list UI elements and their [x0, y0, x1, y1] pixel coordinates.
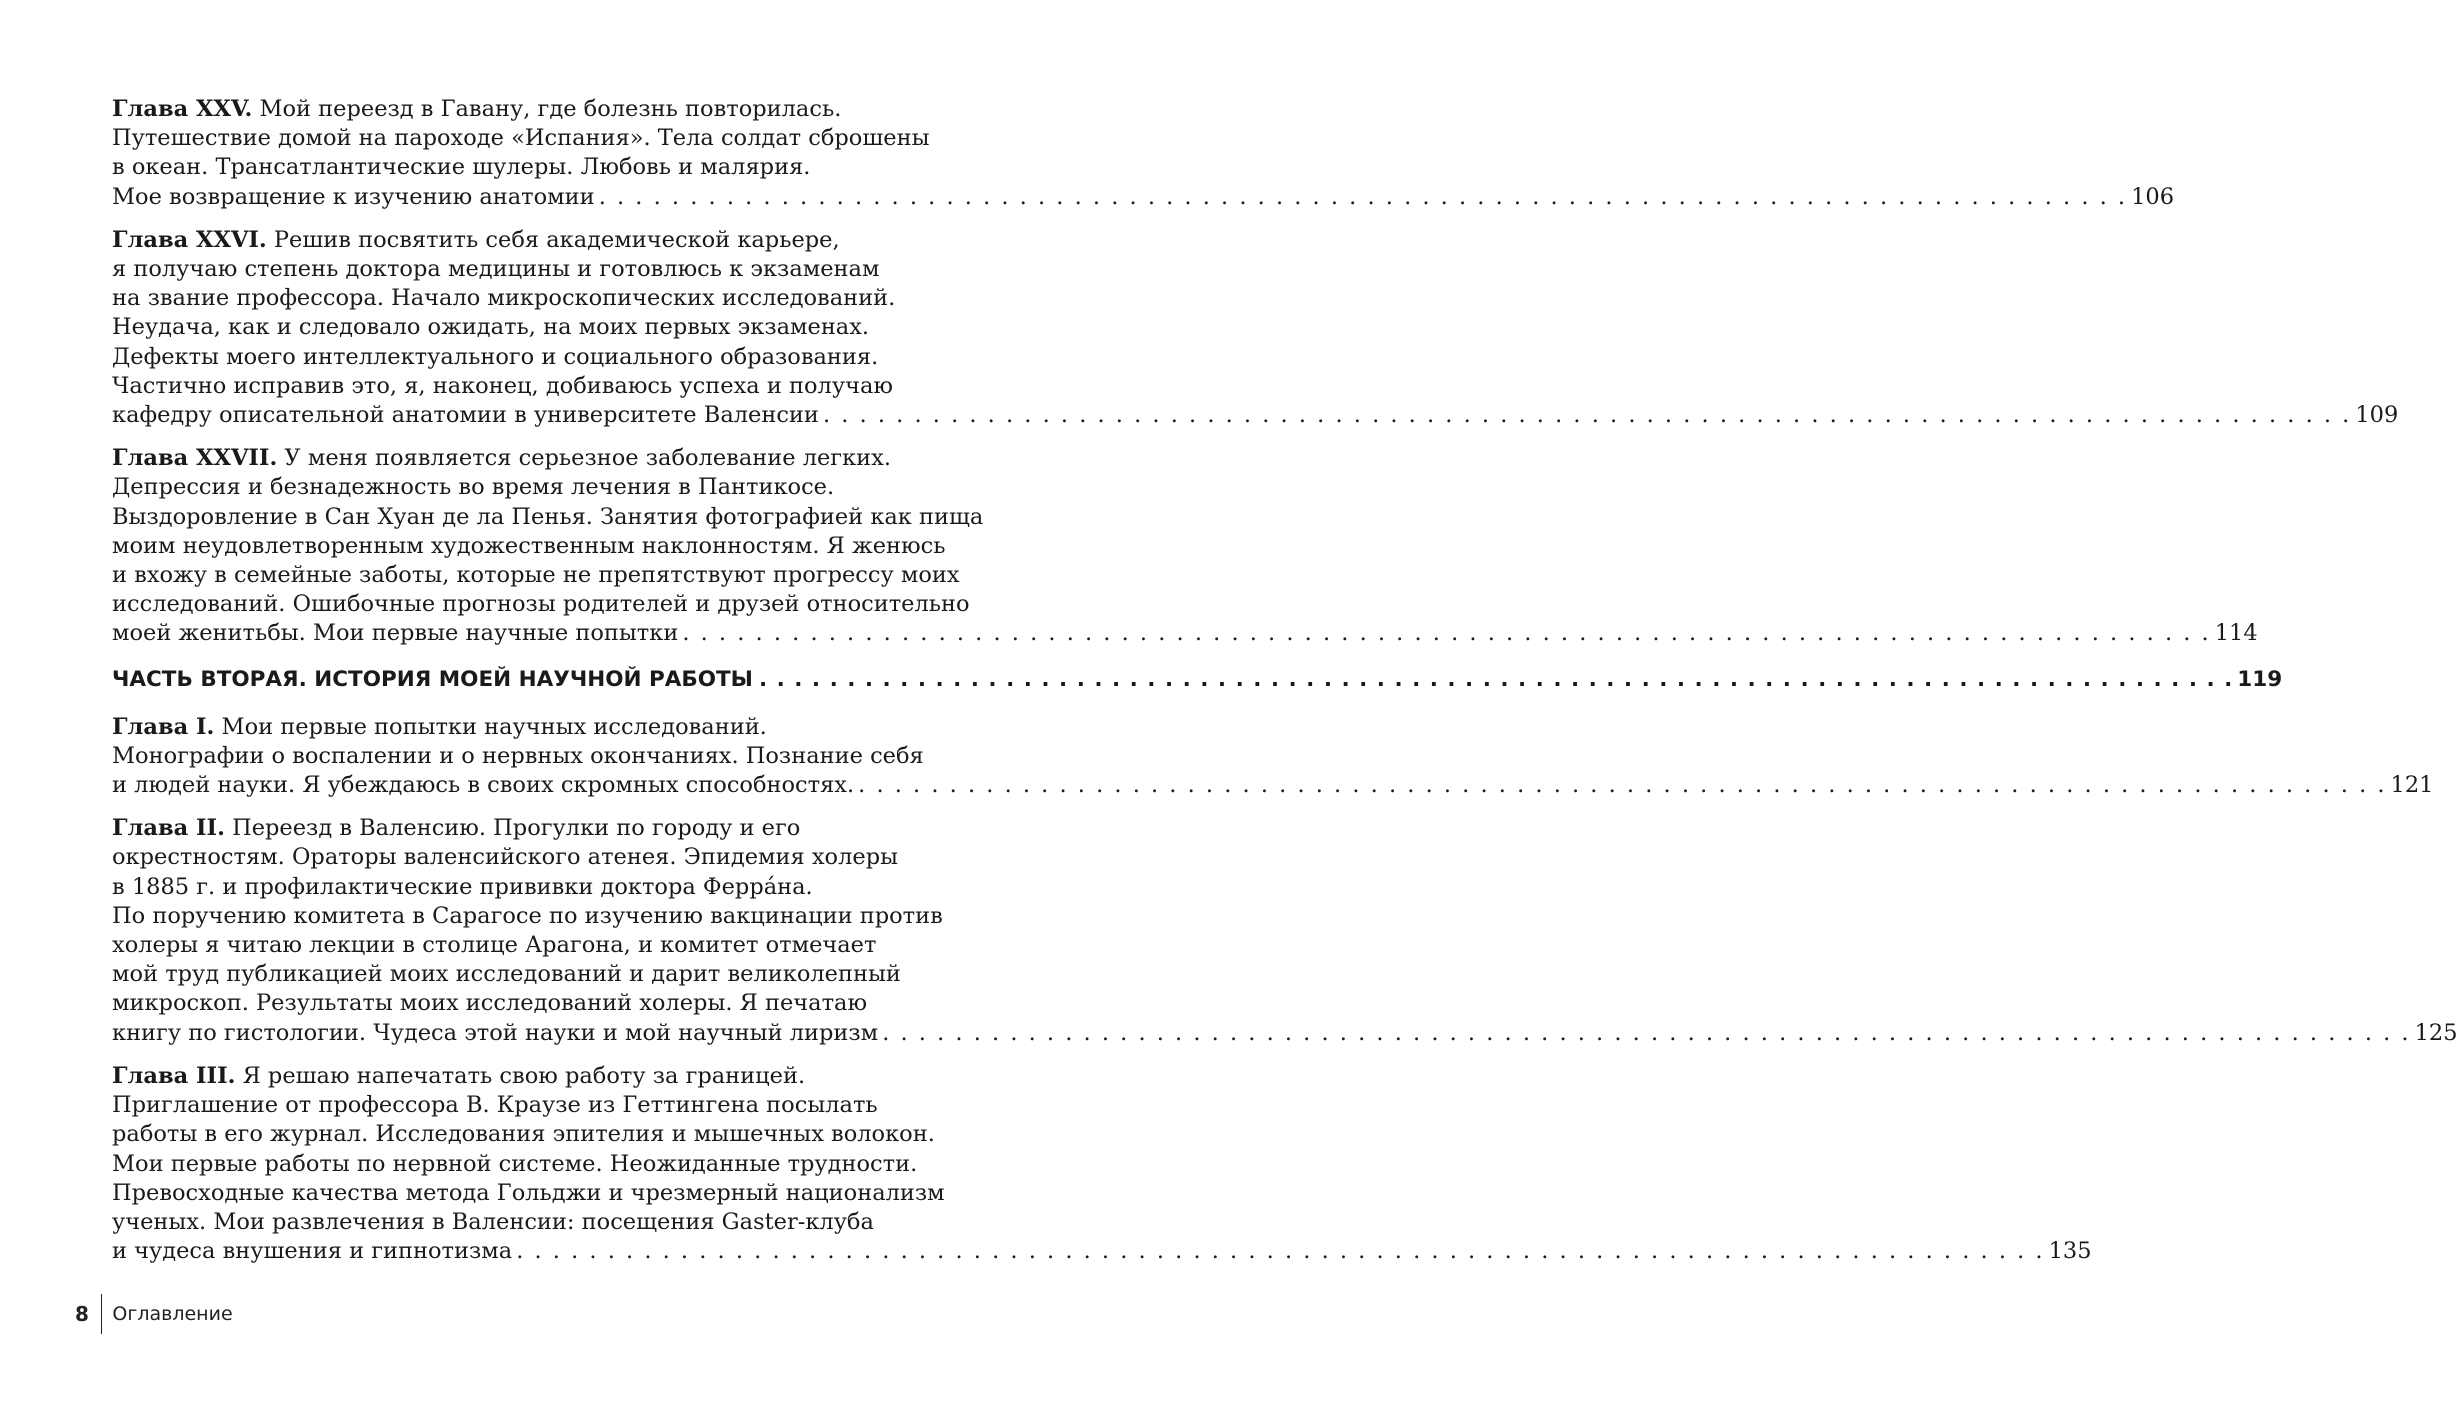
page-number: 109	[2355, 402, 2399, 429]
entry-line: холеры я читаю лекции в столице Арагона, и комитет отмечает	[112, 932, 877, 959]
page-number: 114	[2214, 620, 2258, 647]
entry-line: Неудача, как и следовало ожидать, на моих первых экзаменах.	[112, 314, 870, 341]
toc-entry-chapter-2[interactable]	[112, 814, 2458, 1048]
entry-line: я получаю степень доктора медицины и готовлюсь к экзаменам	[112, 256, 880, 283]
dot-leader	[823, 401, 2351, 430]
entry-text: Я решаю напечатать свою работу за границей.	[235, 1062, 806, 1089]
entry-text: книгу по гистологии. Чудеса этой науки и мой научный лиризм	[112, 1019, 879, 1046]
entry-text: кафедру описательной анатомии в университете Валенсии	[112, 402, 819, 429]
entry-line	[112, 444, 904, 473]
chapter-label: Глава XXVI.	[112, 226, 267, 253]
entry-line	[112, 1062, 904, 1091]
dot-leader	[682, 619, 2210, 648]
chapter-label: Глава XXV.	[112, 96, 253, 122]
entry-text: У меня появляется серьезное заболевание легких.	[277, 445, 891, 472]
page-footer	[75, 1294, 233, 1334]
entry-line: в океан. Трансатлантические шулеры. Любовь и малярия.	[112, 154, 811, 181]
entry-line: ученых. Мои развлечения в Валенсии: посещения Gaster-клуба	[112, 1208, 874, 1235]
entry-line: исследований. Ошибочные прогнозы родителей и друзей относительно	[112, 591, 970, 618]
chapter-label: Глава XXVII.	[112, 445, 278, 472]
entry-line	[112, 713, 904, 742]
entry-line: моим неудовлетворенным художественным наклонностям. Я женюсь	[112, 532, 946, 559]
entry-line: Монографии о воспалении и о нервных окончаниях. Познание себя	[112, 742, 924, 769]
entry-text: и чудеса внушения и гипнотизма	[112, 1238, 513, 1265]
toc-entry-chapter-1[interactable]	[112, 713, 2434, 801]
page-number: 119	[2237, 666, 2283, 692]
entry-line: окрестностям. Ораторы валенсийского атенея. Эпидемия холеры	[112, 844, 899, 871]
entry-text: и людей науки. Я убеждаюсь в своих скромных способностях.	[112, 772, 855, 799]
chapter-label: Глава I.	[112, 713, 215, 740]
entry-text: Переезд в Валенсию. Прогулки по городу и его	[224, 815, 801, 842]
dot-leader	[882, 1019, 2410, 1048]
dot-leader	[858, 771, 2386, 800]
entry-last-line	[112, 1237, 2092, 1266]
dot-leader	[599, 183, 2127, 212]
entry-line: Депрессия и безнадежность во время лечения в Пантикосе.	[112, 474, 835, 501]
entry-last-line	[112, 771, 2434, 800]
entry-line: Путешествие домой на пароходе «Испания». Тела солдат сброшены	[112, 125, 930, 152]
entry-line: Выздоровление в Сан Хуан де ла Пенья. Занятия фотографией как пища	[112, 503, 984, 530]
entry-line	[112, 814, 904, 843]
entry-line: работы в его журнал. Исследования эпителия и мышечных волокон.	[112, 1121, 935, 1148]
entry-line: микроскоп. Результаты моих исследований холеры. Я печатаю	[112, 990, 868, 1017]
dot-leader	[516, 1237, 2044, 1266]
entry-line: на звание профессора. Начало микроскопических исследований.	[112, 285, 896, 312]
page-number: 121	[2390, 772, 2434, 799]
page-number: 135	[2048, 1238, 2092, 1265]
toc-entry-chapter-27[interactable]	[112, 444, 2258, 648]
entry-line: мой труд публикацией моих исследований и дарит великолепный	[112, 961, 901, 988]
page-number: 125	[2414, 1019, 2458, 1046]
entry-line	[112, 95, 904, 124]
entry-last-line	[112, 619, 2258, 648]
entry-last-line	[112, 401, 2399, 430]
entry-text: Мое возвращение к изучению анатомии	[112, 183, 595, 210]
entry-last-line	[112, 183, 2175, 212]
entry-line: Мои первые работы по нервной системе. Неожиданные трудности.	[112, 1150, 918, 1177]
entry-line: и вхожу в семейные заботы, которые не препятствуют прогрессу моих	[112, 562, 960, 589]
page-number: 106	[2131, 183, 2175, 210]
entry-text: Мой переезд в Гавану, где болезнь повторилась.	[252, 96, 842, 122]
entry-line: По поручению комитета в Сарагосе по изучению вакцинации против	[112, 902, 943, 929]
entry-line: Приглашение от профессора В. Краузе из Геттингена посылать	[112, 1092, 878, 1119]
dot-leader	[759, 665, 2233, 695]
entry-line: в 1885 г. и профилактические прививки доктора Ферра́на.	[112, 873, 813, 900]
entry-text: Решив посвятить себя академической карьере,	[266, 226, 840, 253]
footer-page-number: 8	[75, 1302, 89, 1326]
footer-divider	[101, 1294, 103, 1334]
entry-text: Мои первые попытки научных исследований.	[214, 713, 767, 740]
toc-entry-chapter-25[interactable]	[112, 95, 2175, 212]
chapter-label: Глава II.	[112, 815, 225, 842]
entry-line	[112, 226, 904, 255]
entry-last-line	[112, 1019, 2458, 1048]
chapter-label: Глава III.	[112, 1062, 236, 1089]
table-of-contents	[112, 95, 2458, 1280]
entry-line: Превосходные качества метода Гольджи и чрезмерный национализм	[112, 1179, 945, 1206]
part-title: ЧАСТЬ ВТОРАЯ. ИСТОРИЯ МОЕЙ НАУЧНОЙ РАБОТЫ	[112, 666, 753, 692]
entry-text: моей женитьбы. Мои первые научные попытки	[112, 620, 679, 647]
footer-section-title: Оглавление	[112, 1303, 233, 1325]
toc-part-two-heading[interactable]	[112, 665, 2283, 695]
toc-entry-chapter-26[interactable]	[112, 226, 2399, 430]
toc-entry-chapter-3[interactable]	[112, 1062, 2092, 1266]
entry-line: Дефекты моего интеллектуального и социального образования.	[112, 343, 879, 370]
entry-line: Частично исправив это, я, наконец, добиваюсь успеха и получаю	[112, 372, 893, 399]
